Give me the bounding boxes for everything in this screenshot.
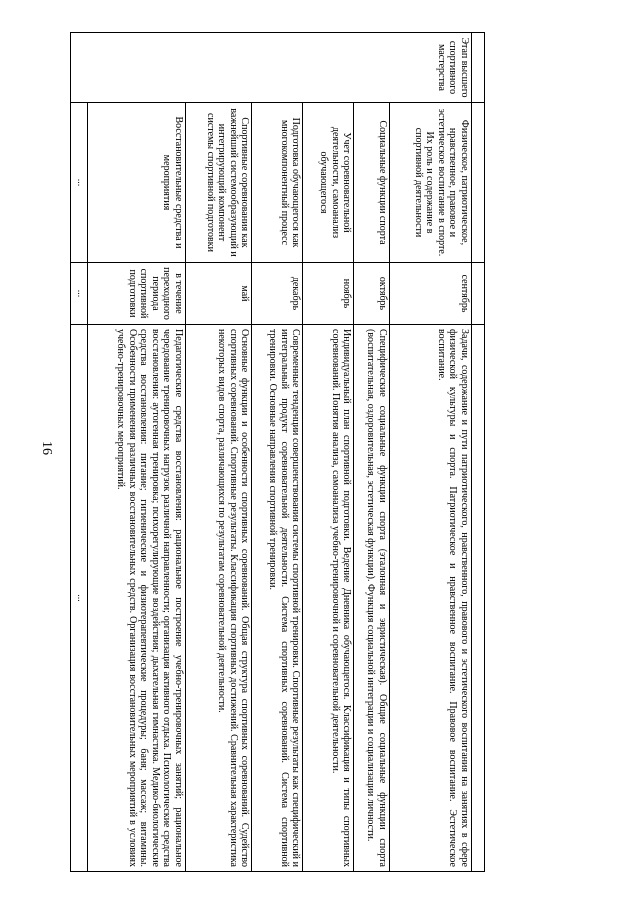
page-number: 16 <box>39 441 54 455</box>
content-cell: Задачи, содержание и пути патриотического, нравственного, правового и эстетического воспитания на занятиях в сфере физической культуры и спорта. Патриотическое и нравственное воспитание. Правовое воспитание. Эстетическое воспитание. <box>389 325 471 872</box>
month-cell: ноябрь <box>303 263 354 325</box>
theme-cell: Социальные функции спорта <box>354 103 389 263</box>
table-row-top <box>472 33 485 872</box>
content-cell: Индивидуальный план спортивной подготовки. Ведение Дневника обучающегося. Классификация и типы спортивных соревнований. Понятия анализа, самоанализа учебно-тренировочной и соревновательной деятельности. <box>303 325 354 872</box>
training-program-table <box>70 32 485 872</box>
table-row <box>303 33 354 872</box>
stage-cell-top <box>472 33 485 103</box>
theme-cell: Спортивные соревнования как важнейший системообразующий и интегрирующий компонент системы спортивной подготовки <box>185 103 252 263</box>
content-cell: Педагогические средства восстановления: рациональное построение учебно-тренировочных занятий; рациональное чередование тренировочных нагрузок различной направленности; организация активного отдыха. Психологические средства восстановления: аутогенная тренировка; психорегулирующие воздействия; дыхательная гимнастика. Медико-биологические средства восстановления: питание; гигиенические и физиотерапевтические процедуры; баня; массаж; витамины. Особенности применения различных восстановительных средств. Организация восстановительных мероприятий в условиях учебно-тренировочных мероприятий. <box>88 325 186 872</box>
rotated-page-content <box>70 32 485 872</box>
table-row <box>88 33 186 872</box>
month-cell: в течение переходного периода спортивной подготовки <box>88 263 186 325</box>
content-cell-top <box>472 325 485 872</box>
theme-ellipsis: ... <box>71 103 88 263</box>
theme-cell-top <box>472 103 485 263</box>
table-row <box>389 33 471 872</box>
content-ellipsis: ... <box>71 325 88 872</box>
content-cell: Основные функции и особенности спортивных соревнований. Общая структура спортивных соревнований. Судейство спортивных соревнований. Спортивные результаты. Классификация спортивных достижений. Сравнительная характеристика некоторых видов спорта, различающихся по результатам соревновательной деятельности. <box>185 325 252 872</box>
content-cell: Современные тенденции совершенствования системы спортивной тренировки. Спортивные результаты как специфический и интегральный продукт соревновательной деятельности. Система спортивных соревнований. Система спортивной тренировки. Основные направления спортивной тренировки. <box>252 325 303 872</box>
content-cell: Специфические социальные функции спорта (эталонная и эвристическая). Общие социальные функции спорта (воспитательная, оздоровительная, эстетическая функции). Функция социальной интеграции и социализации личности. <box>354 325 389 872</box>
theme-cell: Учет соревновательной деятельности, самоанализ обучающегося <box>303 103 354 263</box>
theme-cell: Восстановительные средства и мероприятия <box>88 103 186 263</box>
table-row <box>185 33 252 872</box>
table-row <box>354 33 389 872</box>
table-row <box>252 33 303 872</box>
month-cell: декабрь <box>252 263 303 325</box>
month-ellipsis: ... <box>71 263 88 325</box>
stage-cell: Этап высшего спортивного мастерства <box>71 33 472 103</box>
month-cell: октябрь <box>354 263 389 325</box>
theme-cell: Физическое, патриотическое, нравственное, правовое и эстетическое воспитание в спорте. Их роль и содержание в спортивной деятельности <box>389 103 471 263</box>
month-cell: сентябрь <box>389 263 471 325</box>
theme-cell: Подготовка обучающегося как многокомпонентный процесс <box>252 103 303 263</box>
month-cell-top <box>472 263 485 325</box>
month-cell: май <box>185 263 252 325</box>
table-row-ellipsis <box>71 33 88 872</box>
